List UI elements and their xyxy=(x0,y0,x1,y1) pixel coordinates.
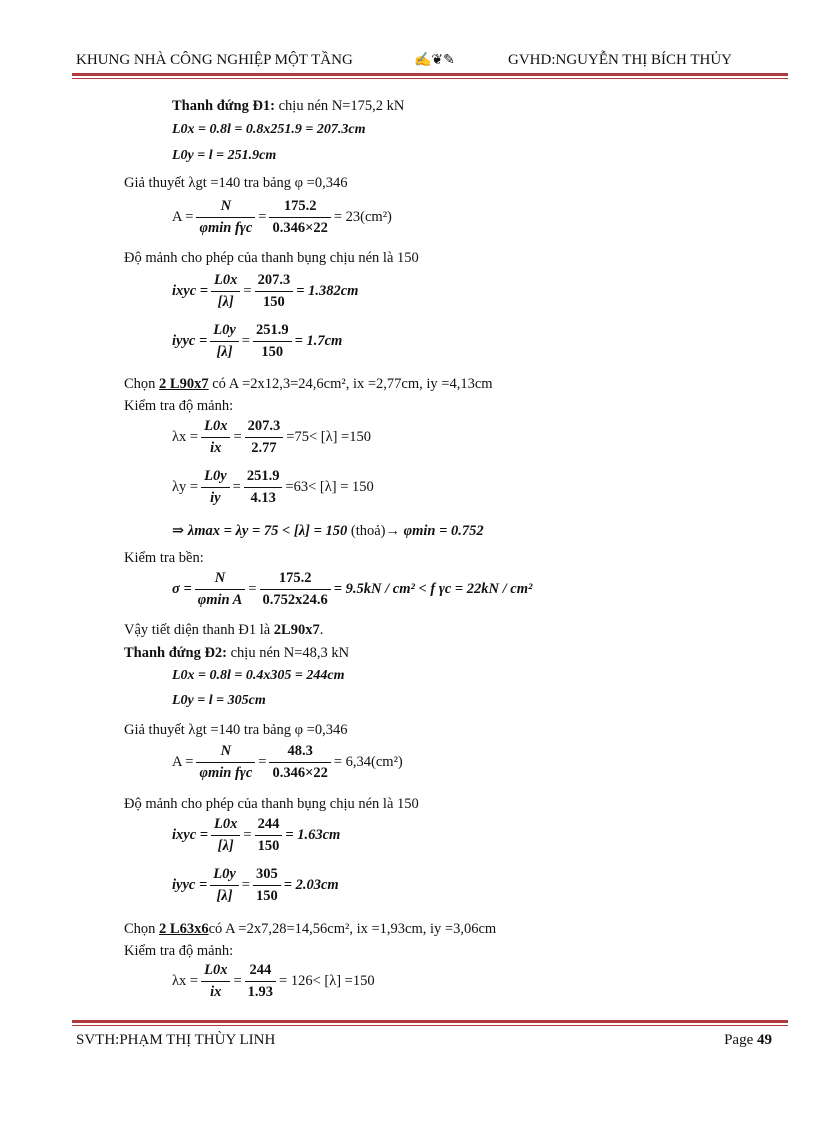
d1-ix-result: = 1.382cm xyxy=(296,283,359,299)
d1-lambda-x: λx = $\frac{L0x}{ix}$ = $\frac{207.3}{2.77}$ =75< [λ] =150 xyxy=(172,418,371,456)
d2-iy-num: L0y xyxy=(210,866,239,886)
d1-sig-num2: 175.2 xyxy=(260,570,331,590)
footer-student: SVTH:PHẠM THỊ THÙY LINH xyxy=(76,1032,276,1048)
d2-ix-den2: 150 xyxy=(257,838,280,854)
d2-choose-props: có A =2x7,28=14,56cm², ix =1,93cm, iy =3,06cm xyxy=(208,921,497,937)
d2-ix-num: L0x xyxy=(211,816,240,836)
d2-l0x: L0x = 0.8l = 0.4x305 = 244cm xyxy=(172,668,345,683)
d2-iy-den: [λ] xyxy=(216,888,233,904)
header-rule-thin xyxy=(72,78,788,79)
page-number: 49 xyxy=(757,1032,772,1048)
d1-choose-section xyxy=(124,376,493,393)
d2-assumption: Giả thuyết λgt =140 tra bảng φ =0,346 xyxy=(124,722,348,738)
d1-lx-num2: 207.3 xyxy=(245,418,284,438)
d1-ix-num: L0x xyxy=(211,272,240,292)
d2-lx-num2: 244 xyxy=(245,962,276,982)
d1-ix-den: [λ] xyxy=(217,294,234,310)
d2-iy-num2: 305 xyxy=(253,866,281,886)
d1-iy-num2: 251.9 xyxy=(253,322,292,342)
d1-choose-pre: Chọn xyxy=(124,376,160,392)
d1-phi-min: → φmin = 0.752 xyxy=(385,523,484,539)
d1-ix-formula: ixyc = $\frac{L0x}{[\lambda]}$ = $\frac{207.3}{150}$ = 1.382cm xyxy=(172,272,359,310)
d1-iy-lhs: iyyc = xyxy=(172,333,208,349)
d1-lx-num: L0x xyxy=(201,418,230,438)
d2-lambda-x: λx = $\frac{L0x}{ix}$ = $\frac{244}{1.93}$ = 126< [λ] =150 xyxy=(172,962,375,1000)
d2-check-slenderness: Kiểm tra độ mảnh: xyxy=(124,943,234,959)
d1-ix-lhs: ixyc = xyxy=(172,283,209,299)
d1-area-den2: 0.346×22 xyxy=(272,220,328,236)
d1-conclusion xyxy=(124,622,323,639)
d1-iy-num: L0y xyxy=(210,322,239,342)
d1-iy-result: = 1.7cm xyxy=(294,333,343,349)
d2-area-den2: 0.346×22 xyxy=(272,765,328,781)
d1-heading xyxy=(172,98,404,115)
d1-lx-lhs: λx = xyxy=(172,429,199,445)
d1-ly-den: iy xyxy=(210,490,221,506)
d1-assumption: Giả thuyết λgt =140 tra bảng φ =0,346 xyxy=(124,175,348,191)
d1-area-lhs: A = xyxy=(172,209,194,225)
d1-ly-lhs: λy = xyxy=(172,479,199,495)
d2-ix-result: = 1.63cm xyxy=(285,827,341,843)
d2-heading xyxy=(124,645,349,662)
d2-lx-den2: 1.93 xyxy=(247,984,274,1000)
page-label: Page xyxy=(724,1032,754,1048)
d2-slenderness-note: Độ mảnh cho phép của thanh bụng chịu nén là 150 xyxy=(124,796,419,812)
d2-area-result: = 6,34(cm²) xyxy=(333,754,403,770)
d2-area-num: N xyxy=(196,743,255,763)
d1-conclusion-section: 2L90x7 xyxy=(273,622,320,638)
d2-lx-den: ix xyxy=(210,984,222,1000)
page-number-block xyxy=(724,1032,772,1049)
d1-conclusion-period: . xyxy=(319,622,324,638)
d1-sig-den2: 0.752x24.6 xyxy=(262,592,328,608)
d1-slenderness-note: Độ mảnh cho phép của thanh bụng chịu nén là 150 xyxy=(124,250,419,266)
d2-iy-formula: iyyc = $\frac{L0y}{[\lambda]}$ = $\frac{305}{150}$ = 2.03cm xyxy=(172,866,339,904)
d1-iy-den: [λ] xyxy=(216,344,233,360)
header-title: KHUNG NHÀ CÔNG NGHIỆP MỘT TẦNG xyxy=(76,52,353,68)
d1-iy-den2: 150 xyxy=(261,344,284,360)
d2-choose-section xyxy=(124,921,496,938)
d2-iy-den2: 150 xyxy=(255,888,278,904)
d1-area-formula: A = $\frac{N}{\text{φmin fγc}}$ = $\frac{175.2}{0.346\times 22}$ = 23(cm²) xyxy=(172,198,392,236)
d2-load: chịu nén N=48,3 kN xyxy=(227,645,350,661)
d1-area-num: N xyxy=(196,198,255,218)
footer-rule-thick xyxy=(72,1020,788,1023)
d1-sig-lhs: σ = xyxy=(172,581,192,597)
d1-lmax-expr: ⇒ λmax = λy = 75 < [λ] = 150 xyxy=(172,523,348,539)
d1-area-den: φmin fγc xyxy=(199,220,253,236)
d2-lx-result: = 126< [λ] =150 xyxy=(279,973,375,989)
d1-ix-num2: 207.3 xyxy=(255,272,294,292)
d2-lx-lhs: λx = xyxy=(172,973,199,989)
header-ornament: ✍❦✎ xyxy=(414,53,455,68)
d1-sig-num: N xyxy=(195,570,246,590)
d1-area-result: = 23(cm²) xyxy=(333,209,392,225)
d1-ly-num2: 251.9 xyxy=(244,468,283,488)
d1-check-strength: Kiểm tra bền: xyxy=(124,550,204,566)
d1-iy-formula: iyyc = $\frac{L0y}{[\lambda]}$ = $\frac{251.9}{150}$ = 1.7cm xyxy=(172,322,343,360)
d1-sig-den: φmin A xyxy=(197,592,243,608)
d2-ix-formula: ixyc = $\frac{L0x}{[\lambda]}$ = $\frac{244}{150}$ = 1.63cm xyxy=(172,816,341,854)
d1-area-num2: 175.2 xyxy=(269,198,330,218)
d1-check-slenderness: Kiểm tra độ mảnh: xyxy=(124,398,234,414)
d1-sig-result: = 9.5kN / cm² < f γc = 22kN / cm² xyxy=(333,581,533,597)
d2-area-lhs: A = xyxy=(172,754,194,770)
d1-section-name: 2 L90x7 xyxy=(159,376,209,392)
d2-iy-lhs: iyyc = xyxy=(172,877,208,893)
d1-lmax-ok: (thoả) xyxy=(347,523,386,539)
d1-lambda-max xyxy=(172,522,484,540)
d1-load: chịu nén N=175,2 kN xyxy=(275,98,405,114)
d2-l0y: L0y = l = 305cm xyxy=(172,693,266,708)
d2-ix-num2: 244 xyxy=(255,816,283,836)
d1-lx-den: ix xyxy=(210,440,222,456)
d1-choose-props: có A =2x12,3=24,6cm², ix =2,77cm, iy =4,13cm xyxy=(208,376,493,392)
d1-l0x: L0x = 0.8l = 0.8x251.9 = 207.3cm xyxy=(172,122,366,137)
footer-rule-thin xyxy=(72,1025,788,1026)
d1-ix-den2: 150 xyxy=(263,294,285,310)
d2-title: Thanh đứng Đ2: xyxy=(124,645,227,661)
d1-lambda-y: λy = $\frac{L0y}{iy}$ = $\frac{251.9}{4.13}$ =63< [λ] = 150 xyxy=(172,468,374,506)
d1-lx-den2: 2.77 xyxy=(251,440,277,456)
d1-lx-result: =75< [λ] =150 xyxy=(286,429,371,445)
d2-area-den: φmin fγc xyxy=(199,765,253,781)
d1-ly-num: L0y xyxy=(201,468,230,488)
d1-ly-den2: 4.13 xyxy=(250,490,276,506)
d2-iy-result: = 2.03cm xyxy=(283,877,339,893)
d1-ly-result: =63< [λ] = 150 xyxy=(285,479,374,495)
d1-conclusion-text: Vậy tiết diện thanh Đ1 là xyxy=(124,622,274,638)
d2-lx-num: L0x xyxy=(201,962,230,982)
d2-section-name: 2 L63x6 xyxy=(159,921,209,937)
d1-l0y: L0y = l = 251.9cm xyxy=(172,148,277,163)
d1-stress-formula: σ = $\frac{N}{\text{φmin A}}$ = $\frac{175.2}{0.752x24.6}$ = 9.5kN / cm² < f γc = 22kN / cm² xyxy=(172,570,533,608)
d1-title: Thanh đứng Đ1: xyxy=(172,98,275,114)
d2-choose-pre: Chọn xyxy=(124,921,160,937)
header-advisor: GVHD:NGUYỄN THỊ BÍCH THỦY xyxy=(508,52,733,68)
d2-ix-lhs: ixyc = xyxy=(172,827,209,843)
d2-area-formula: A = $\frac{N}{\text{φmin fγc}}$ = $\frac{48.3}{0.346\times 22}$ = 6,34(cm²) xyxy=(172,743,403,781)
d2-area-num2: 48.3 xyxy=(269,743,330,763)
header-rule-thick xyxy=(72,73,788,76)
d2-ix-den: [λ] xyxy=(217,838,234,854)
